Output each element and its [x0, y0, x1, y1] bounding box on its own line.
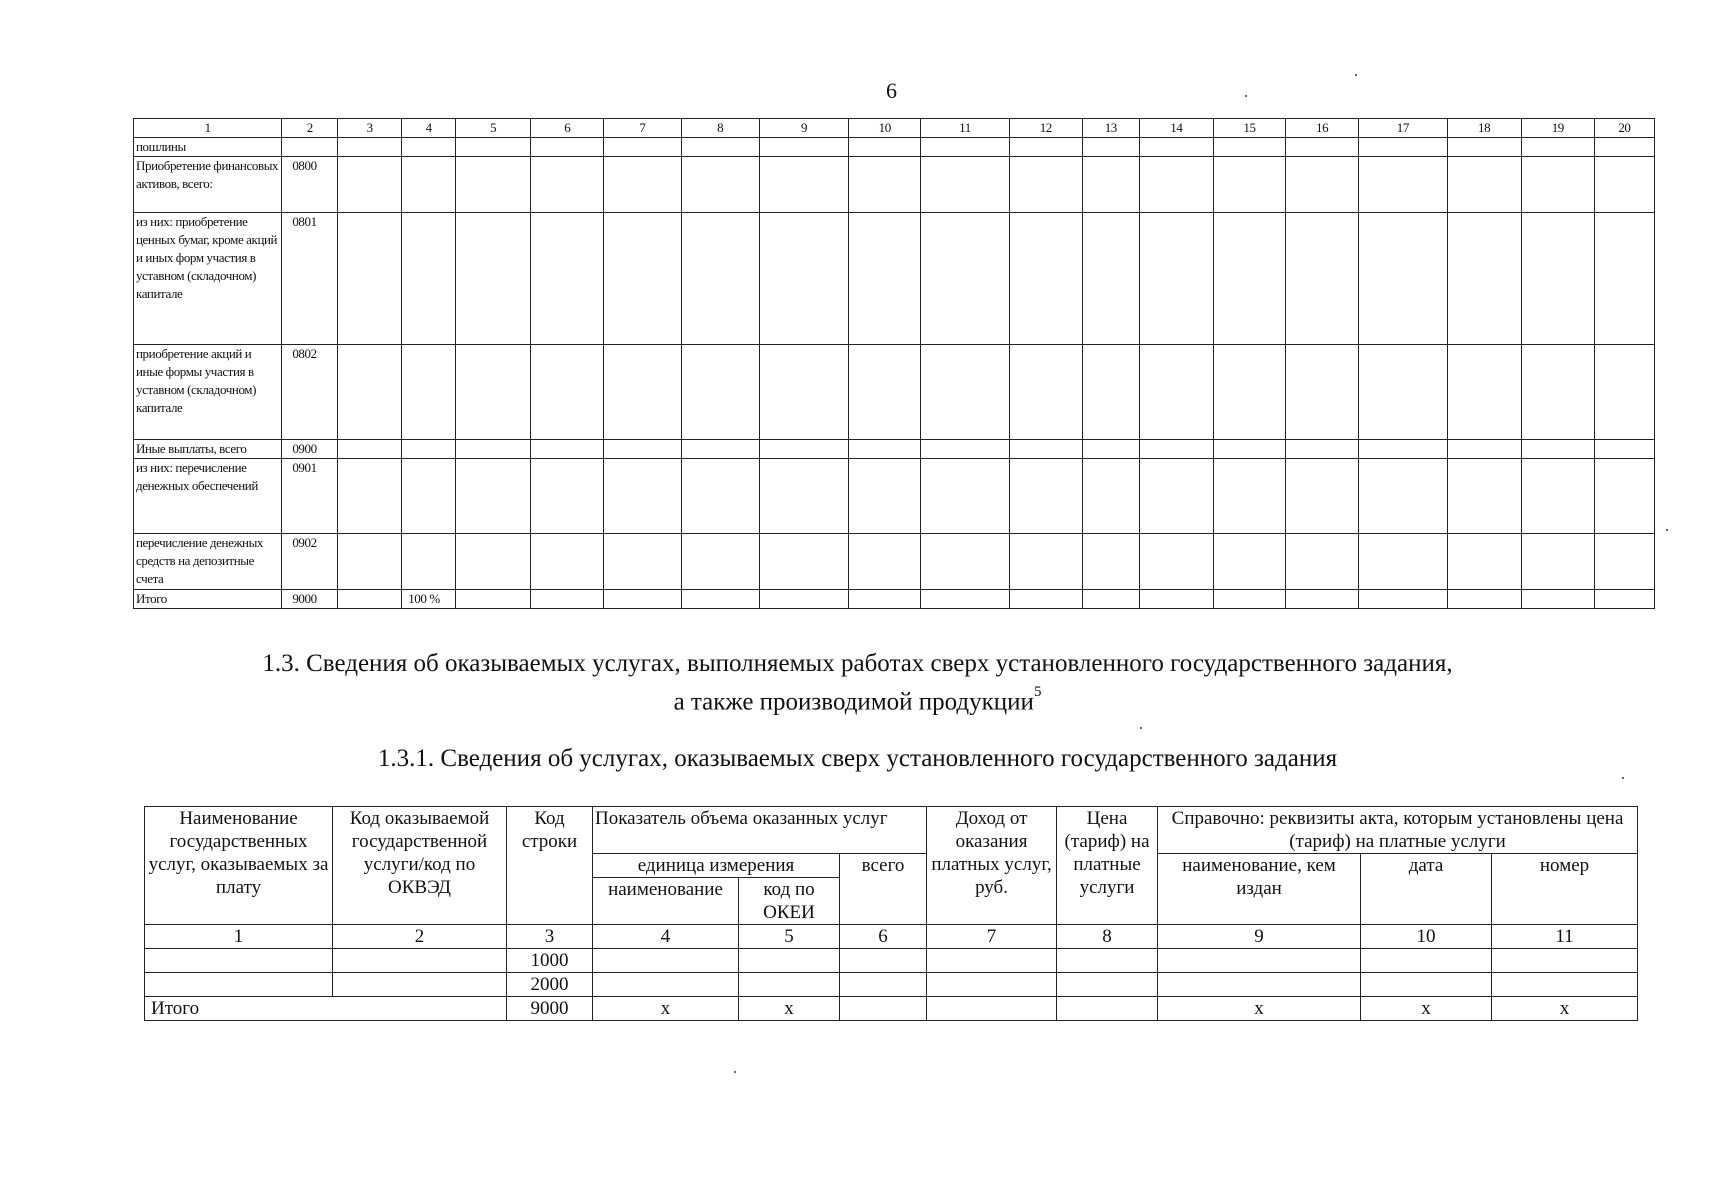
row-code: 0902 [282, 534, 338, 590]
total-issuer: х [1158, 997, 1361, 1021]
cell-income [927, 973, 1057, 997]
col-header: 20 [1594, 119, 1654, 138]
cell-number [1492, 949, 1638, 973]
row-code [282, 138, 338, 157]
total-label: Итого [145, 997, 507, 1021]
col-header: 15 [1213, 119, 1285, 138]
cell-total [840, 973, 927, 997]
cell-service-code [333, 949, 507, 973]
table-row-total [134, 590, 1655, 609]
row-label: из них: перечисление денежных обеспечений [134, 459, 282, 534]
header-volume: Показатель объема оказанных услуг [593, 807, 927, 854]
scan-speck [1355, 74, 1357, 76]
scan-speck [1140, 727, 1142, 729]
cell-price [1057, 949, 1158, 973]
cell-date [1361, 949, 1492, 973]
header-row-code: Код строки [507, 807, 593, 925]
cell-total [840, 949, 927, 973]
header-income: Доход от оказания платных услуг, руб. [927, 807, 1057, 925]
header-unit-name: наименование [593, 878, 739, 925]
header-service-code: Код оказываемой государственной услуги/код по ОКВЭД [333, 807, 507, 925]
cell-service-name [145, 973, 333, 997]
col-header: 6 [531, 119, 604, 138]
header-unit-code: код по ОКЕИ [739, 878, 840, 925]
col-header: 7 [604, 119, 681, 138]
col-header: 16 [1286, 119, 1359, 138]
col-header: 17 [1359, 119, 1447, 138]
row-code: 0802 [282, 345, 338, 440]
table-row [145, 949, 1638, 973]
col-header: 10 [849, 119, 921, 138]
row-label: из них: приобретение ценных бумаг, кроме акций и иных форм участия в уставном (складочном) капитале [134, 213, 282, 345]
services-table [144, 806, 1638, 1021]
cell-number [1492, 973, 1638, 997]
section-heading-1-3-1: 1.3.1. Сведения об услугах, оказываемых сверх установленного государственного задания [377, 745, 1338, 772]
footnote-marker: 5 [1033, 684, 1042, 700]
total-unit-code: х [739, 997, 840, 1021]
col-number: 11 [1492, 925, 1638, 949]
header-unit: единица измерения [593, 854, 840, 878]
col-header: 5 [456, 119, 531, 138]
row-label: Приобретение финансовых активов, всего: [134, 157, 282, 213]
section-heading-line2: а также производимой продукции [673, 688, 1034, 716]
col-header: 19 [1521, 119, 1594, 138]
header-ref-issuer: наименование, кем издан [1158, 854, 1361, 925]
table-row [134, 157, 1655, 213]
cell-issuer [1158, 973, 1361, 997]
total-row-code: 9000 [507, 997, 593, 1021]
cell-income [927, 949, 1057, 973]
payments-table [133, 118, 1655, 609]
cell-service-code [333, 973, 507, 997]
table-row-total [145, 997, 1638, 1021]
row-label: приобретение акций и иные формы участия в уставном (складочном) капитале [134, 345, 282, 440]
col-number: 6 [840, 925, 927, 949]
col-number: 10 [1361, 925, 1492, 949]
total-date: х [1361, 997, 1492, 1021]
row-label: Иные выплаты, всего [134, 440, 282, 459]
total-cell [1057, 997, 1158, 1021]
row-code: 9000 [282, 590, 338, 609]
total-number: х [1492, 997, 1638, 1021]
row-code: 0900 [282, 440, 338, 459]
col-number: 1 [145, 925, 333, 949]
percent-value: 100 % [402, 590, 456, 609]
cell-service-name [145, 949, 333, 973]
col-header: 14 [1139, 119, 1213, 138]
row-code: 0800 [282, 157, 338, 213]
col-number: 4 [593, 925, 739, 949]
header-total: всего [840, 854, 927, 925]
table-row [134, 138, 1655, 157]
row-label: пошлины [134, 138, 282, 157]
col-header: 8 [681, 119, 759, 138]
row-label: Итого [134, 590, 282, 609]
section-heading-line1: 1.3. Сведения об оказываемых услугах, выполняемых работах сверх установленного государственного задания, [262, 650, 1453, 677]
row-label: перечисление денежных средств на депозитные счета [134, 534, 282, 590]
scan-speck [734, 1071, 736, 1073]
cell-unit-name [593, 949, 739, 973]
col-header: 4 [402, 119, 456, 138]
page-number: 6 [886, 78, 897, 103]
cell-price [1057, 973, 1158, 997]
section-heading-1-3 [0, 648, 1715, 718]
scan-speck [1622, 777, 1624, 779]
table-row [134, 440, 1655, 459]
total-cell [840, 997, 927, 1021]
scan-speck [1666, 529, 1668, 531]
col-number: 9 [1158, 925, 1361, 949]
cell-unit-code [739, 973, 840, 997]
table-row [145, 973, 1638, 997]
header-service-name: Наименование государственных услуг, оказываемых за плату [145, 807, 333, 925]
col-number: 8 [1057, 925, 1158, 949]
table-row [134, 534, 1655, 590]
scan-speck [1245, 95, 1247, 97]
table-header-row [134, 119, 1655, 138]
col-header: 12 [1009, 119, 1082, 138]
cell-date [1361, 973, 1492, 997]
col-number: 3 [507, 925, 593, 949]
header-reference: Справочно: реквизиты акта, которым установлены цена (тариф) на платные услуги [1158, 807, 1638, 854]
cell-row-code: 2000 [507, 973, 593, 997]
col-number: 7 [927, 925, 1057, 949]
col-header: 11 [921, 119, 1009, 138]
header-ref-date: дата [1361, 854, 1492, 925]
col-header: 13 [1082, 119, 1139, 138]
col-header: 3 [338, 119, 402, 138]
total-cell [927, 997, 1057, 1021]
col-number: 2 [333, 925, 507, 949]
total-unit-name: х [593, 997, 739, 1021]
header-price: Цена (тариф) на платные услуги [1057, 807, 1158, 925]
row-code: 0901 [282, 459, 338, 534]
table-row [134, 213, 1655, 345]
col-header: 1 [134, 119, 282, 138]
cell-unit-name [593, 973, 739, 997]
cell-row-code: 1000 [507, 949, 593, 973]
table-row [134, 345, 1655, 440]
col-header: 2 [282, 119, 338, 138]
header-ref-number: номер [1492, 854, 1638, 925]
row-code: 0801 [282, 213, 338, 345]
table-row [134, 459, 1655, 534]
cell-unit-code [739, 949, 840, 973]
cell-issuer [1158, 949, 1361, 973]
col-header: 18 [1447, 119, 1521, 138]
col-number: 5 [739, 925, 840, 949]
col-header: 9 [759, 119, 848, 138]
col-number-row [145, 925, 1638, 949]
